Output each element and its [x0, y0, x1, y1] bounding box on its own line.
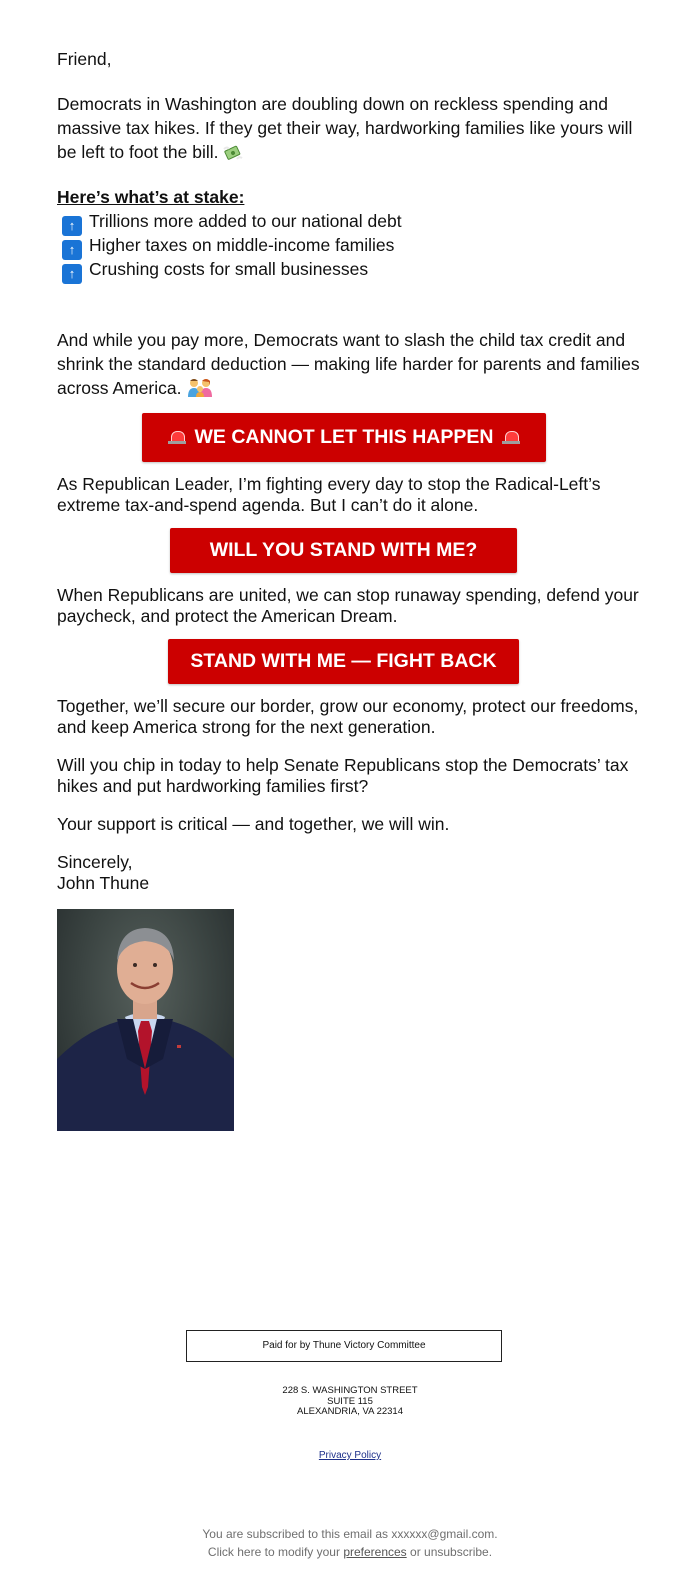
list-item: [62, 233, 394, 260]
up-arrow-icon: ↑: [62, 240, 82, 260]
together-paragraph: Together, we’ll secure our border, grow our economy, protect our freedoms, and keep America strong for the next generation.: [57, 696, 639, 737]
list-item-text: Crushing costs for small businesses: [89, 259, 369, 279]
preferences-link[interactable]: preferences: [343, 1545, 407, 1559]
child-tax-paragraph: [57, 328, 643, 404]
address-line: 228 S. WASHINGTON STREET: [282, 1385, 418, 1396]
subscribed-suffix: .: [494, 1527, 498, 1541]
address-line: ALEXANDRIA, VA 22314: [297, 1406, 403, 1417]
siren-icon: [502, 430, 520, 444]
greeting: Friend,: [57, 49, 112, 69]
intro-paragraph: [57, 92, 643, 168]
money-with-wings-icon: [223, 144, 243, 168]
portrait-photo: [57, 909, 234, 1131]
subscription-notice: [0, 1526, 700, 1542]
up-arrow-icon: ↑: [62, 264, 82, 284]
chip-in-paragraph: Will you chip in today to help Senate Republicans stop the Democrats’ tax hikes and put hardworking families first?: [57, 755, 629, 796]
modify-prefix: Click here to modify your: [207, 1545, 344, 1559]
cannot-let-this-happen-button[interactable]: [142, 413, 546, 462]
family-icon: [186, 378, 216, 404]
list-item-text: Higher taxes on middle-income families: [89, 235, 395, 255]
subscriber-email: xxxxxx@gmail.com: [391, 1527, 495, 1541]
signer-name: John Thune: [57, 873, 150, 893]
address-line: SUITE 115: [327, 1395, 373, 1407]
paid-for-disclaimer: Paid for by Thune Victory Committee: [186, 1330, 502, 1362]
list-item: [62, 209, 402, 236]
cta-label: WE CANNOT LET THIS HAPPEN: [194, 426, 494, 448]
subscribed-prefix: You are subscribed to this email as: [202, 1527, 392, 1541]
privacy-row: [0, 1450, 700, 1461]
siren-icon: [168, 430, 186, 444]
mailing-address: [0, 1386, 700, 1418]
up-arrow-icon: ↑: [62, 216, 82, 236]
stake-heading: Here’s what’s at stake:: [57, 187, 245, 207]
fight-back-button[interactable]: STAND WITH ME — FIGHT BACK: [168, 639, 519, 684]
list-item-text: Trillions more added to our national debt: [89, 211, 402, 231]
intro-text: Democrats in Washington are doubling down on reckless spending and massive tax hikes. If they get their way, hardworking families like yours will be left to foot the bill.: [57, 94, 633, 162]
united-paragraph: When Republicans are united, we can stop runaway spending, defend your paycheck, and protect the American Dream.: [57, 585, 639, 626]
child-tax-text: And while you pay more, Democrats want to slash the child tax credit and shrink the standard deduction — making life harder for parents and families across America.: [57, 330, 640, 398]
privacy-policy-link[interactable]: Privacy Policy: [318, 1450, 382, 1461]
leader-paragraph: As Republican Leader, I’m fighting every day to stop the Radical-Left’s extreme tax-and-spend agenda. But I can’t do it alone.: [57, 474, 601, 515]
stand-with-me-button[interactable]: WILL YOU STAND WITH ME?: [170, 528, 517, 573]
sign-off: Sincerely,: [57, 852, 133, 872]
modify-suffix: or unsubscribe.: [406, 1545, 493, 1559]
support-paragraph: Your support is critical — and together, we will win.: [57, 814, 450, 834]
modify-preferences-notice: [0, 1544, 700, 1560]
list-item: [62, 257, 368, 284]
